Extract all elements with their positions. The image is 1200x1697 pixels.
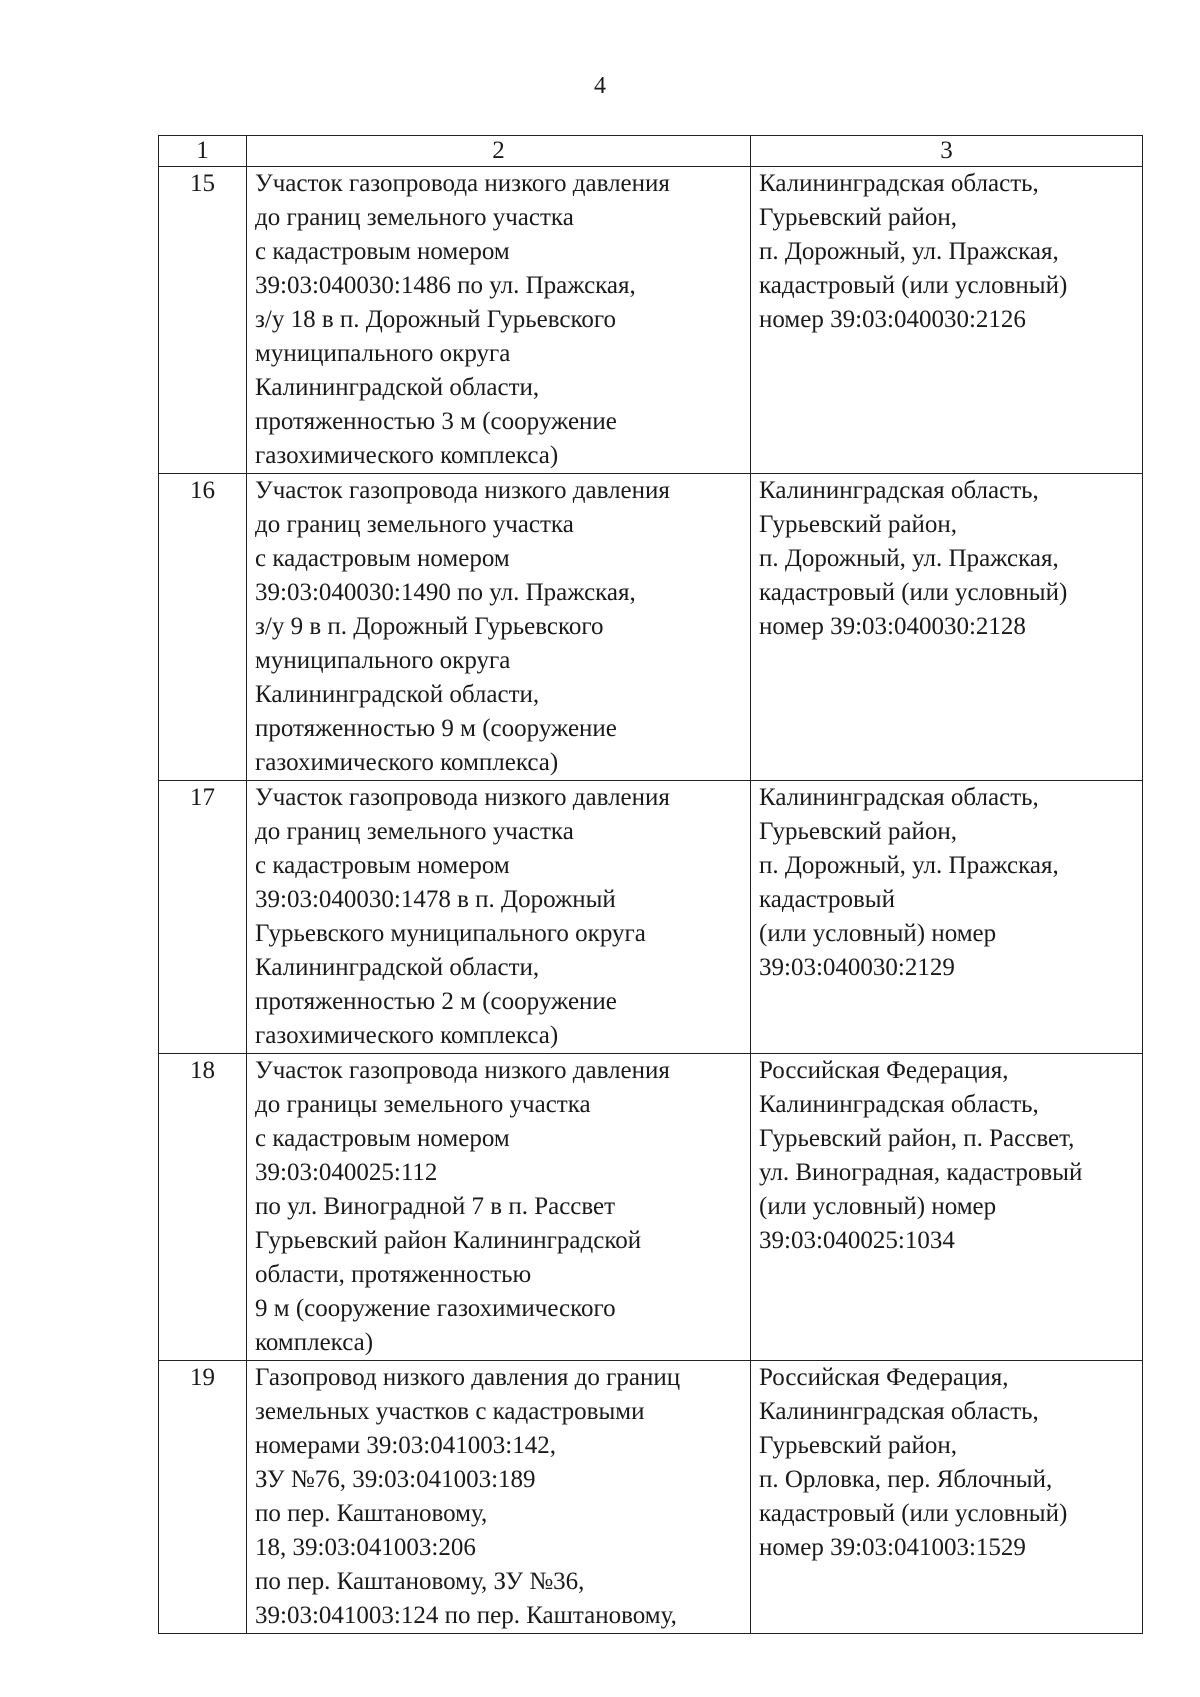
table-row [159, 474, 1143, 781]
text-line: по пер. Каштановому, ЗУ №36, [255, 1568, 585, 1595]
text-line: Калининградская область, [759, 1398, 1039, 1425]
row-number: 18 [159, 1054, 247, 1361]
text-line: Участок газопровода низкого давления [255, 1057, 670, 1084]
text-line: (или условный) номер [759, 920, 997, 947]
text-line: муниципального округа [255, 647, 511, 674]
text-line: газохимического комплекса) [255, 1022, 559, 1049]
text-line: кадастровый [759, 886, 895, 913]
text-line: с кадастровым номером [255, 545, 510, 572]
table-header-row [159, 136, 1143, 167]
text-line: (или условный) номер [759, 1193, 997, 1220]
row-number: 17 [159, 781, 247, 1054]
text-line: Гурьевский район, [759, 1432, 958, 1459]
text-line: 18, 39:03:041003:206 [255, 1534, 476, 1561]
text-line: протяженностью 3 м (сооружение [255, 408, 617, 435]
row-number: 16 [159, 474, 247, 781]
text-line: земельных участков с кадастровыми [255, 1398, 645, 1425]
registry-table [158, 135, 1143, 1634]
text-line: Гурьевский район Калининградской [255, 1227, 642, 1254]
table-row [159, 1361, 1143, 1634]
object-description [247, 1054, 751, 1361]
object-description [247, 1361, 751, 1634]
table-row [159, 167, 1143, 474]
text-line: Газопровод низкого давления до границ [255, 1364, 681, 1391]
text-line: номер 39:03:040030:2128 [759, 613, 1026, 640]
text-line: Российская Федерация, [759, 1364, 1009, 1391]
text-line: 39:03:040030:1478 в п. Дорожный [255, 886, 616, 913]
text-line: до границ земельного участка [255, 511, 574, 538]
text-line: 39:03:040025:112 [255, 1159, 438, 1186]
text-line: 39:03:040030:1486 по ул. Пражская, [255, 272, 636, 299]
text-line: до границы земельного участка [255, 1091, 591, 1118]
column-header-description: 2 [247, 136, 751, 167]
text-line: Гурьевский район, п. Рассвет, [759, 1125, 1075, 1152]
text-line: газохимического комплекса) [255, 749, 559, 776]
object-description [247, 167, 751, 474]
text-line: с кадастровым номером [255, 852, 510, 879]
row-number: 19 [159, 1361, 247, 1634]
text-line: Калининградская область, [759, 477, 1039, 504]
text-line: Калининградской области, [255, 681, 540, 708]
text-line: Калининградская область, [759, 1091, 1039, 1118]
text-line: Калининградская область, [759, 784, 1039, 811]
text-line: с кадастровым номером [255, 238, 510, 265]
text-line: протяженностью 2 м (сооружение [255, 988, 617, 1015]
text-line: Участок газопровода низкого давления [255, 170, 670, 197]
text-line: з/у 18 в п. Дорожный Гурьевского [255, 306, 617, 333]
text-line: п. Дорожный, ул. Пражская, [759, 852, 1059, 879]
object-location [751, 167, 1143, 474]
column-header-location: 3 [751, 136, 1143, 167]
page-number: 4 [594, 73, 606, 99]
text-line: Калининградской области, [255, 954, 540, 981]
text-line: номер 39:03:040030:2126 [759, 306, 1026, 333]
text-line: до границ земельного участка [255, 204, 574, 231]
table-row [159, 1054, 1143, 1361]
text-line: до границ земельного участка [255, 818, 574, 845]
text-line: протяженностью 9 м (сооружение [255, 715, 617, 742]
text-line: Гурьевский район, [759, 511, 958, 538]
text-line: по ул. Виноградной 7 в п. Рассвет [255, 1193, 616, 1220]
text-line: муниципального округа [255, 340, 511, 367]
text-line: 39:03:040025:1034 [759, 1227, 955, 1254]
text-line: Калининградская область, [759, 170, 1039, 197]
text-line: номерами 39:03:041003:142, [255, 1432, 556, 1459]
text-line: Гурьевский район, [759, 204, 958, 231]
object-location [751, 474, 1143, 781]
text-line: з/у 9 в п. Дорожный Гурьевского [255, 613, 604, 640]
text-line: Гурьевский район, [759, 818, 958, 845]
object-description [247, 474, 751, 781]
row-number: 15 [159, 167, 247, 474]
text-line: п. Орловка, пер. Яблочный, [759, 1466, 1053, 1493]
column-header-number: 1 [159, 136, 247, 167]
text-line: 39:03:040030:1490 по ул. Пражская, [255, 579, 636, 606]
text-line: Российская Федерация, [759, 1057, 1009, 1084]
text-line: области, протяженностью [255, 1261, 532, 1288]
text-line: номер 39:03:041003:1529 [759, 1534, 1026, 1561]
text-line: Калининградской области, [255, 374, 540, 401]
text-line: кадастровый (или условный) [759, 1500, 1068, 1527]
table-row [159, 781, 1143, 1054]
text-line: ул. Виноградная, кадастровый [759, 1159, 1083, 1186]
text-line: 39:03:041003:124 по пер. Каштановому, [255, 1602, 677, 1629]
text-line: комплекса) [255, 1329, 374, 1356]
text-line: Гурьевского муниципального округа [255, 920, 646, 947]
text-line: газохимического комплекса) [255, 442, 559, 469]
object-description [247, 781, 751, 1054]
text-line: 39:03:040030:2129 [759, 954, 955, 981]
text-line: п. Дорожный, ул. Пражская, [759, 545, 1059, 572]
text-line: Участок газопровода низкого давления [255, 477, 670, 504]
text-line: п. Дорожный, ул. Пражская, [759, 238, 1059, 265]
object-location [751, 1054, 1143, 1361]
object-location [751, 781, 1143, 1054]
text-line: с кадастровым номером [255, 1125, 510, 1152]
object-location [751, 1361, 1143, 1634]
text-line: кадастровый (или условный) [759, 579, 1068, 606]
text-line: по пер. Каштановому, [255, 1500, 488, 1527]
text-line: 9 м (сооружение газохимического [255, 1295, 616, 1322]
text-line: Участок газопровода низкого давления [255, 784, 670, 811]
text-line: кадастровый (или условный) [759, 272, 1068, 299]
text-line: ЗУ №76, 39:03:041003:189 [255, 1466, 536, 1493]
